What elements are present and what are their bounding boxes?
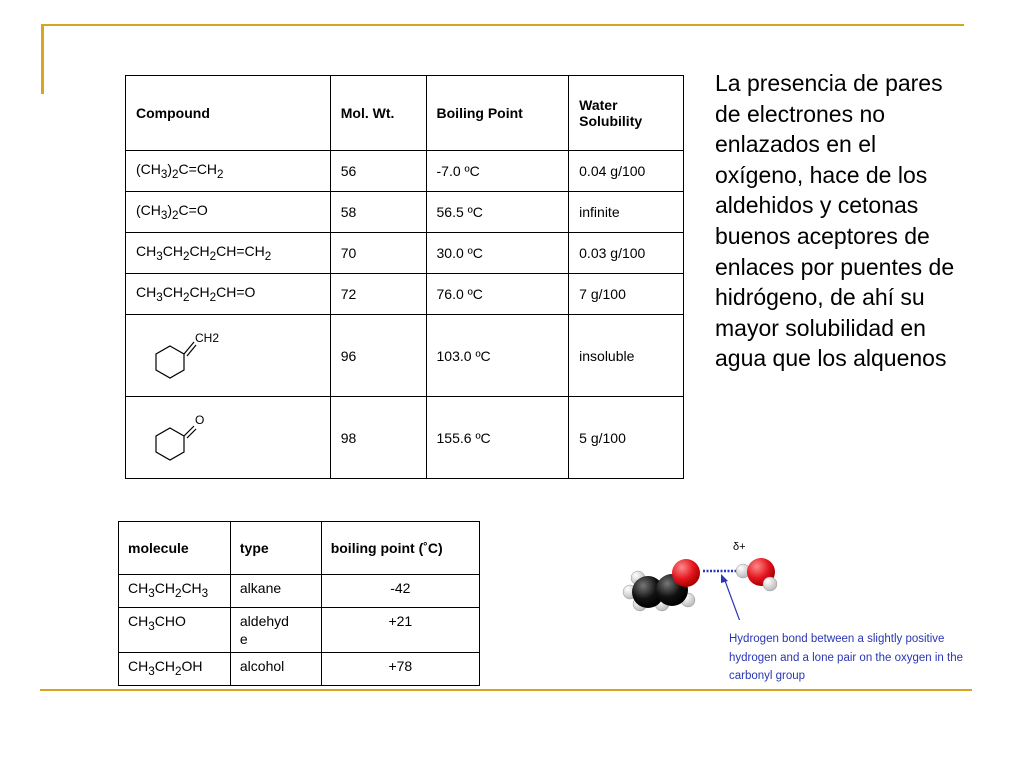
boiling-point-cell: 155.6 ºC (426, 397, 569, 479)
boiling-point-cell: +78 (321, 652, 479, 685)
boiling-point-cell: -7.0 ºC (426, 151, 569, 192)
decorative-top-rule (41, 24, 964, 26)
boiling-point-cell: 103.0 ºC (426, 315, 569, 397)
molecule-formula: $CH_3CHO$ (119, 607, 231, 652)
type-cell: alkane (230, 575, 321, 608)
cyclohexanone-drawing (136, 406, 226, 466)
methylenecyclohexane-structure (126, 315, 331, 397)
compound-formula: $CH_3CH_2CH_2CH=CH_2$ (126, 233, 331, 274)
header-type: type (230, 522, 321, 575)
mol-wt-cell: 56 (330, 151, 426, 192)
boiling-point-cell: 30.0 ºC (426, 233, 569, 274)
structure-label: CH2 (195, 331, 220, 345)
header-boiling-point: Boiling Point (426, 76, 569, 151)
table-row (126, 192, 684, 233)
table-row (126, 233, 684, 274)
solubility-cell: infinite (569, 192, 684, 233)
table-row (126, 315, 684, 397)
header-mol-wt: Mol. Wt. (330, 76, 426, 151)
header-boiling-point: boiling point (˚C) (321, 522, 479, 575)
cyclohexanone-structure (126, 397, 331, 479)
compound-formula: $(CH_3)_2C=O$ (126, 192, 331, 233)
type-cell: aldehyd e (230, 607, 321, 652)
methylenecyclohexane-drawing (136, 324, 226, 384)
explanation-paragraph: La presencia de pares de electrones no enlazados en el oxígeno, hace de los aldehidos y cetonas buenos aceptores de enlaces por puentes de hidrógeno, de ahí su mayor solubilidad en agua que los alquenos (715, 70, 955, 372)
table-header-row (119, 522, 480, 575)
solubility-cell: 0.03 g/100 (569, 233, 684, 274)
carbonyl-oxygen-atom (672, 559, 700, 587)
pointer-arrowhead (721, 574, 728, 583)
solubility-cell: 5 g/100 (569, 397, 684, 479)
table-row (126, 151, 684, 192)
mol-wt-cell: 98 (330, 397, 426, 479)
partial-positive-label: δ+ (733, 541, 746, 553)
structure-label: O (195, 413, 205, 427)
table-row (119, 607, 480, 652)
molecule-formula: $CH_3CH_2OH$ (119, 652, 231, 685)
compound-properties-table (125, 75, 684, 479)
type-cell: alcohol (230, 652, 321, 685)
hydrogen-bond-illustration (600, 520, 800, 620)
mol-wt-cell: 96 (330, 315, 426, 397)
decorative-bottom-rule (40, 689, 972, 691)
molecule-formula: $CH_3CH_2CH_3$ (119, 575, 231, 608)
table-row (126, 274, 684, 315)
table-row (119, 575, 480, 608)
boiling-point-table (118, 521, 480, 686)
mol-wt-cell: 72 (330, 274, 426, 315)
header-molecule: molecule (119, 522, 231, 575)
mol-wt-cell: 70 (330, 233, 426, 274)
solubility-cell: insoluble (569, 315, 684, 397)
pointer-arrow-line (724, 578, 745, 620)
compound-formula: $CH_3CH_2CH_2CH=O$ (126, 274, 331, 315)
boiling-point-cell: -42 (321, 575, 479, 608)
boiling-point-cell: +21 (321, 607, 479, 652)
table-row (126, 397, 684, 479)
boiling-point-cell: 76.0 ºC (426, 274, 569, 315)
figure-caption: Hydrogen bond between a slightly positive hydrogen and a lone pair on the oxygen in the carbonyl group (729, 633, 964, 682)
table-row (119, 652, 480, 685)
solubility-cell: 0.04 g/100 (569, 151, 684, 192)
boiling-point-cell: 56.5 ºC (426, 192, 569, 233)
table-header-row (126, 76, 684, 151)
decorative-vertical-rule (41, 24, 44, 94)
solubility-cell: 7 g/100 (569, 274, 684, 315)
mol-wt-cell: 58 (330, 192, 426, 233)
hydrogen-atom (763, 577, 777, 591)
header-water-solubility: Water Solubility (569, 76, 684, 151)
compound-formula: $(CH_3)_2C=CH_2$ (126, 151, 331, 192)
header-compound: Compound (126, 76, 331, 151)
